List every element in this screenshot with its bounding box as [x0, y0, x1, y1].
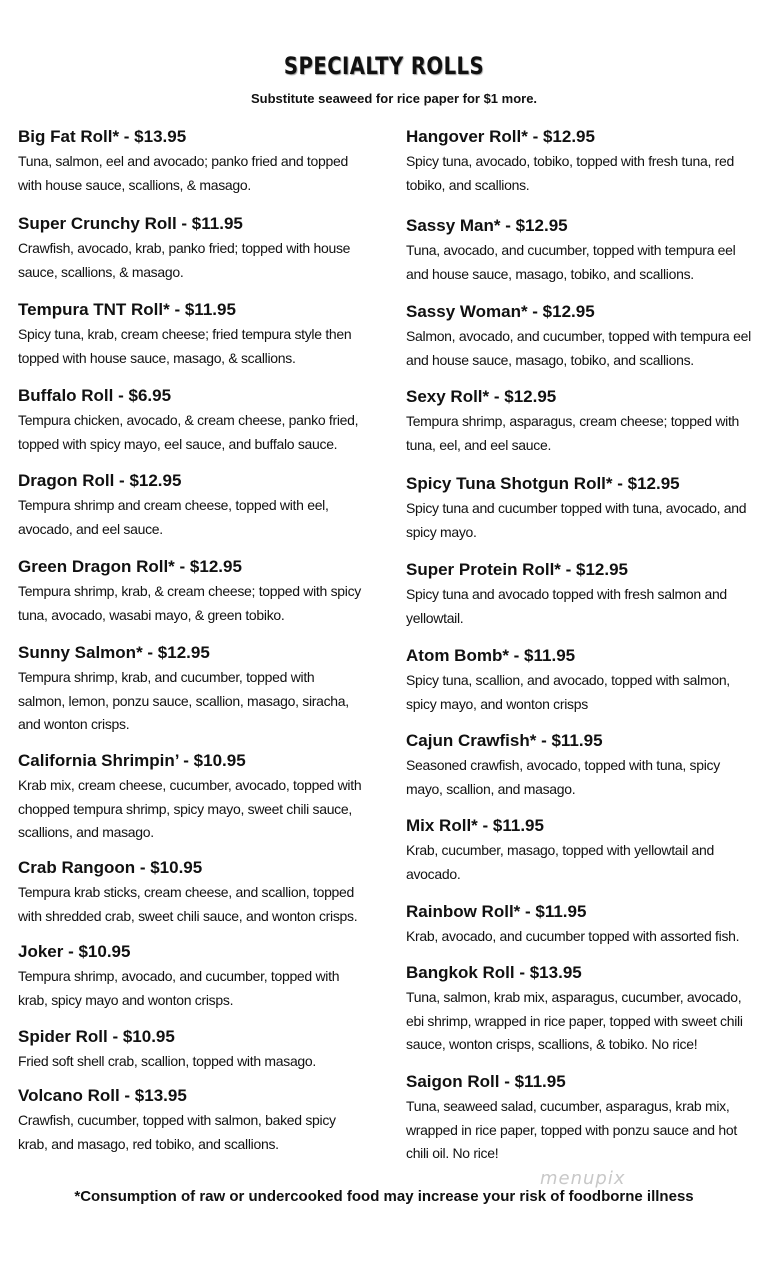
footer-note: *Consumption of raw or undercooked food may increase your risk of foodborne illness	[74, 1188, 694, 1205]
item-name: Spicy Tuna Shotgun Roll* - $12.95	[406, 474, 680, 493]
item-description: Seasoned crawfish, avocado, topped with tuna, spicy mayo, scallion, and masago.	[406, 757, 720, 797]
item-name: Atom Bomb* - $11.95	[406, 646, 576, 665]
item-description: Tempura shrimp and cream cheese, topped with eel, avocado, and eel sauce.	[18, 497, 329, 537]
menu-item	[406, 302, 756, 372]
item-description: Tuna, avocado, and cucumber, topped with tempura eel and house sauce, masago, tobiko, and scallions.	[406, 242, 736, 282]
item-name: Tempura TNT Roll* - $11.95	[18, 300, 236, 319]
menu-item	[18, 942, 363, 1012]
menu-item	[406, 963, 756, 1057]
item-name: Sassy Woman* - $12.95	[406, 302, 595, 321]
item-name: Mix Roll* - $11.95	[406, 816, 544, 835]
menu-item	[18, 471, 363, 541]
item-description: Tuna, seaweed salad, cucumber, asparagus, krab mix, wrapped in rice paper, topped with ponzu sauce and hot chili oil. No rice!	[406, 1098, 737, 1161]
item-description: Tempura shrimp, krab, & cream cheese; topped with spicy tuna, avocado, wasabi mayo, & green tobiko.	[18, 583, 361, 623]
menu-item	[406, 216, 756, 286]
item-name: Sunny Salmon* - $12.95	[18, 643, 210, 662]
menu-item	[18, 858, 363, 928]
item-name: Crab Rangoon - $10.95	[18, 858, 203, 877]
item-description: Spicy tuna, avocado, tobiko, topped with fresh tuna, red tobiko, and scallions.	[406, 153, 734, 193]
item-description: Spicy tuna, scallion, and avocado, topped with salmon, spicy mayo, and wonton crisps	[406, 672, 730, 712]
item-description: Tempura shrimp, krab, and cucumber, topped with salmon, lemon, ponzu sauce, scallion, masago, siracha, and wonton crisps.	[18, 669, 349, 732]
item-description: Crawfish, cucumber, topped with salmon, baked spicy krab, and masago, red tobiko, and scallions.	[18, 1112, 336, 1152]
item-name: Saigon Roll - $11.95	[406, 1072, 566, 1091]
item-description: Tempura krab sticks, cream cheese, and scallion, topped with shredded crab, sweet chili sauce, and wonton crisps.	[18, 884, 358, 924]
page-title: SPECIALTY ROLLS	[283, 52, 485, 80]
item-description: Spicy tuna and cucumber topped with tuna, avocado, and spicy mayo.	[406, 500, 747, 540]
item-name: California Shrimpin’ - $10.95	[18, 751, 246, 770]
menu-item	[18, 386, 363, 456]
menu-item	[406, 816, 756, 886]
item-description: Tuna, salmon, krab mix, asparagus, cucumber, avocado, ebi shrimp, wrapped in rice paper, topped with sweet chili sauce, wonton crisps, scallions, & tobiko. No rice!	[406, 989, 743, 1052]
page-subtitle: Substitute seaweed for rice paper for $1 more.	[250, 91, 538, 106]
item-description: Tempura shrimp, asparagus, cream cheese; topped with tuna, eel, and eel sauce.	[406, 413, 740, 453]
item-description: Fried soft shell crab, scallion, topped with masago.	[18, 1053, 316, 1069]
item-name: Cajun Crawfish* - $11.95	[406, 731, 603, 750]
menu-item	[406, 902, 756, 949]
item-name: Hangover Roll* - $12.95	[406, 127, 595, 146]
item-name: Sexy Roll* - $12.95	[406, 387, 557, 406]
menu-item	[406, 646, 756, 716]
item-name: Rainbow Roll* - $11.95	[406, 902, 587, 921]
menu-item	[18, 1086, 363, 1156]
menu-item	[18, 751, 363, 845]
item-description: Salmon, avocado, and cucumber, topped with tempura eel and house sauce, masago, tobiko, and scallions.	[406, 328, 751, 368]
item-description: Tempura shrimp, avocado, and cucumber, topped with krab, spicy mayo and wonton crisps.	[18, 968, 340, 1008]
item-name: Joker - $10.95	[18, 942, 131, 961]
menu-item	[18, 1027, 363, 1074]
item-description: Krab mix, cream cheese, cucumber, avocado, topped with chopped tempura shrimp, spicy mayo, sweet chili sauce, scallions, and masago.	[18, 777, 362, 840]
item-name: Buffalo Roll - $6.95	[18, 386, 172, 405]
menu-item	[406, 731, 756, 801]
menu-item	[406, 474, 756, 544]
menu-item	[406, 127, 756, 197]
menu-item	[18, 214, 363, 284]
item-name: Super Protein Roll* - $12.95	[406, 560, 629, 579]
item-name: Super Crunchy Roll - $11.95	[18, 214, 243, 233]
item-name: Big Fat Roll* - $13.95	[18, 127, 187, 146]
menu-item	[18, 127, 363, 197]
item-name: Volcano Roll - $13.95	[18, 1086, 187, 1105]
item-description: Krab, cucumber, masago, topped with yellowtail and avocado.	[406, 842, 714, 882]
item-description: Tuna, salmon, eel and avocado; panko fried and topped with house sauce, scallions, & masago.	[18, 153, 348, 193]
item-name: Green Dragon Roll* - $12.95	[18, 557, 242, 576]
item-description: Spicy tuna and avocado topped with fresh salmon and yellowtail.	[406, 586, 727, 626]
item-description: Crawfish, avocado, krab, panko fried; topped with house sauce, scallions, & masago.	[18, 240, 351, 280]
item-description: Krab, avocado, and cucumber topped with assorted fish.	[406, 928, 740, 944]
item-name: Bangkok Roll - $13.95	[406, 963, 582, 982]
item-name: Spider Roll - $10.95	[18, 1027, 175, 1046]
item-name: Dragon Roll - $12.95	[18, 471, 182, 490]
menu-item	[406, 560, 756, 630]
watermark: menupix	[540, 1168, 626, 1189]
menu-item	[406, 387, 756, 457]
menu-item	[18, 557, 363, 627]
item-description: Spicy tuna, krab, cream cheese; fried tempura style then topped with house sauce, masago, & scallions.	[18, 326, 352, 366]
menu-item	[18, 643, 363, 737]
menu-item	[406, 1072, 756, 1166]
item-name: Sassy Man* - $12.95	[406, 216, 568, 235]
menu-item	[18, 300, 363, 370]
item-description: Tempura chicken, avocado, & cream cheese, panko fried, topped with spicy mayo, eel sauce, and buffalo sauce.	[18, 412, 359, 452]
